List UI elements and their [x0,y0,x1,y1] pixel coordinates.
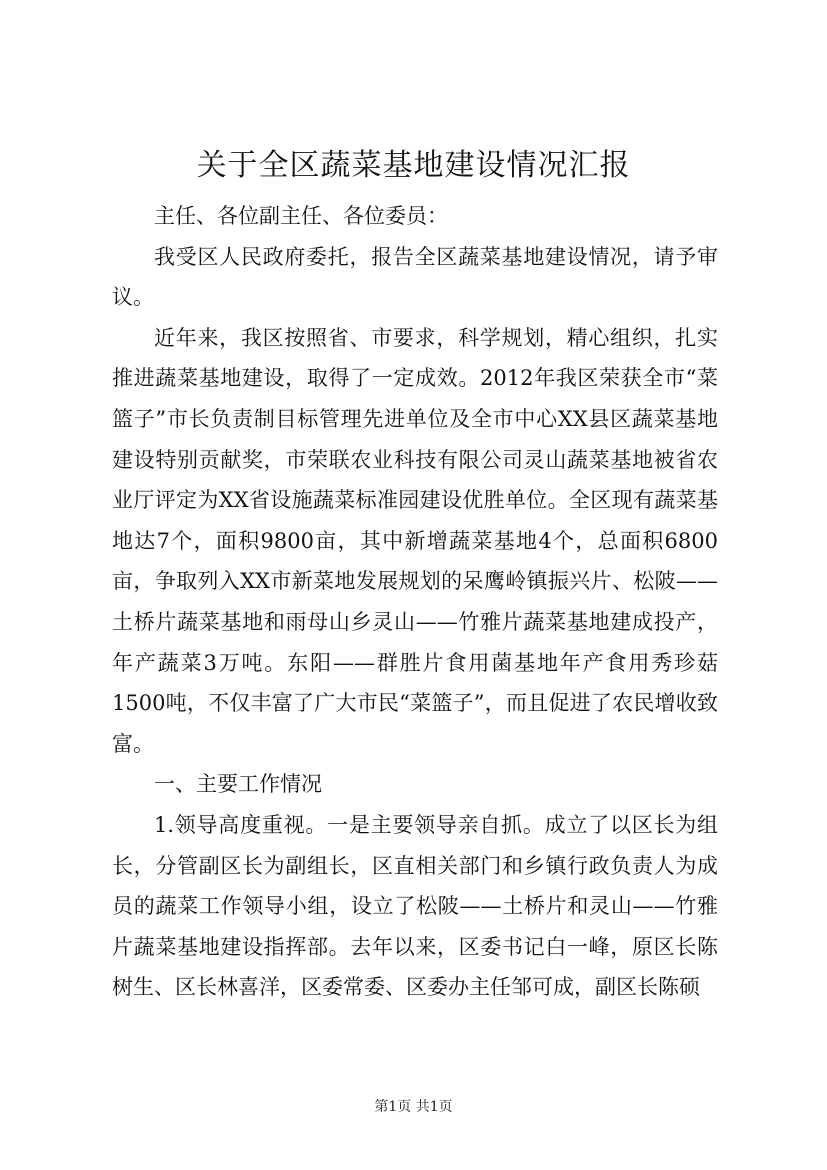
salutation-paragraph: 主任、各位副主任、各位委员： [154,204,448,228]
document-title: 关于全区蔬菜基地建设情况汇报 [196,148,631,183]
leadership-paragraph: 1.领导高度重视。一是主要领导亲自抓。成立了以区长为组长，分管副区长为副组长，区直相关部门和乡镇行政负责人为成员的蔬菜工作领导小组，设立了松陂——土桥片和灵山——竹雅片蔬菜基地建设指挥部。去年以来，区委书记白一峰，原区长陈树生、区长林喜洋，区委常委、区委办主任邹可成，副区长陈硕 [112,812,718,1000]
overview-paragraph: 近年来，我区按照省、市要求，科学规划，精心组织，扎实推进蔬菜基地建设，取得了一定成效。2012年我区荣获全市“菜篮子”市长负责制目标管理先进单位及全市中心XX县区蔬菜基地建设特别贡献奖，市荣联农业科技有限公司灵山蔬菜基地被省农业厅评定为XX省设施蔬菜标准园建设优胜单位。全区现有蔬菜基地达7个，面积9800亩，其中新增蔬菜基地4个，总面积6800亩，争取列入XX市新菜地发展规划的呆鹰岭镇振兴片、松陂——土桥片蔬菜基地和雨母山乡灵山——竹雅片蔬菜基地建成投产，年产蔬菜3万吨。东阳——群胜片食用菌基地年产食用秀珍菇1500吨，不仅丰富了广大市民“菜篮子”，而且促进了农民增收致富。 [112,325,718,756]
section-heading: 一、主要工作情况 [154,772,322,797]
document-body [112,196,718,1008]
page-footer: 第1页 共1页 [374,1099,453,1115]
intro-paragraph: 我受区人民政府委托，报告全区蔬菜基地建设情况，请予审议。 [112,244,718,310]
